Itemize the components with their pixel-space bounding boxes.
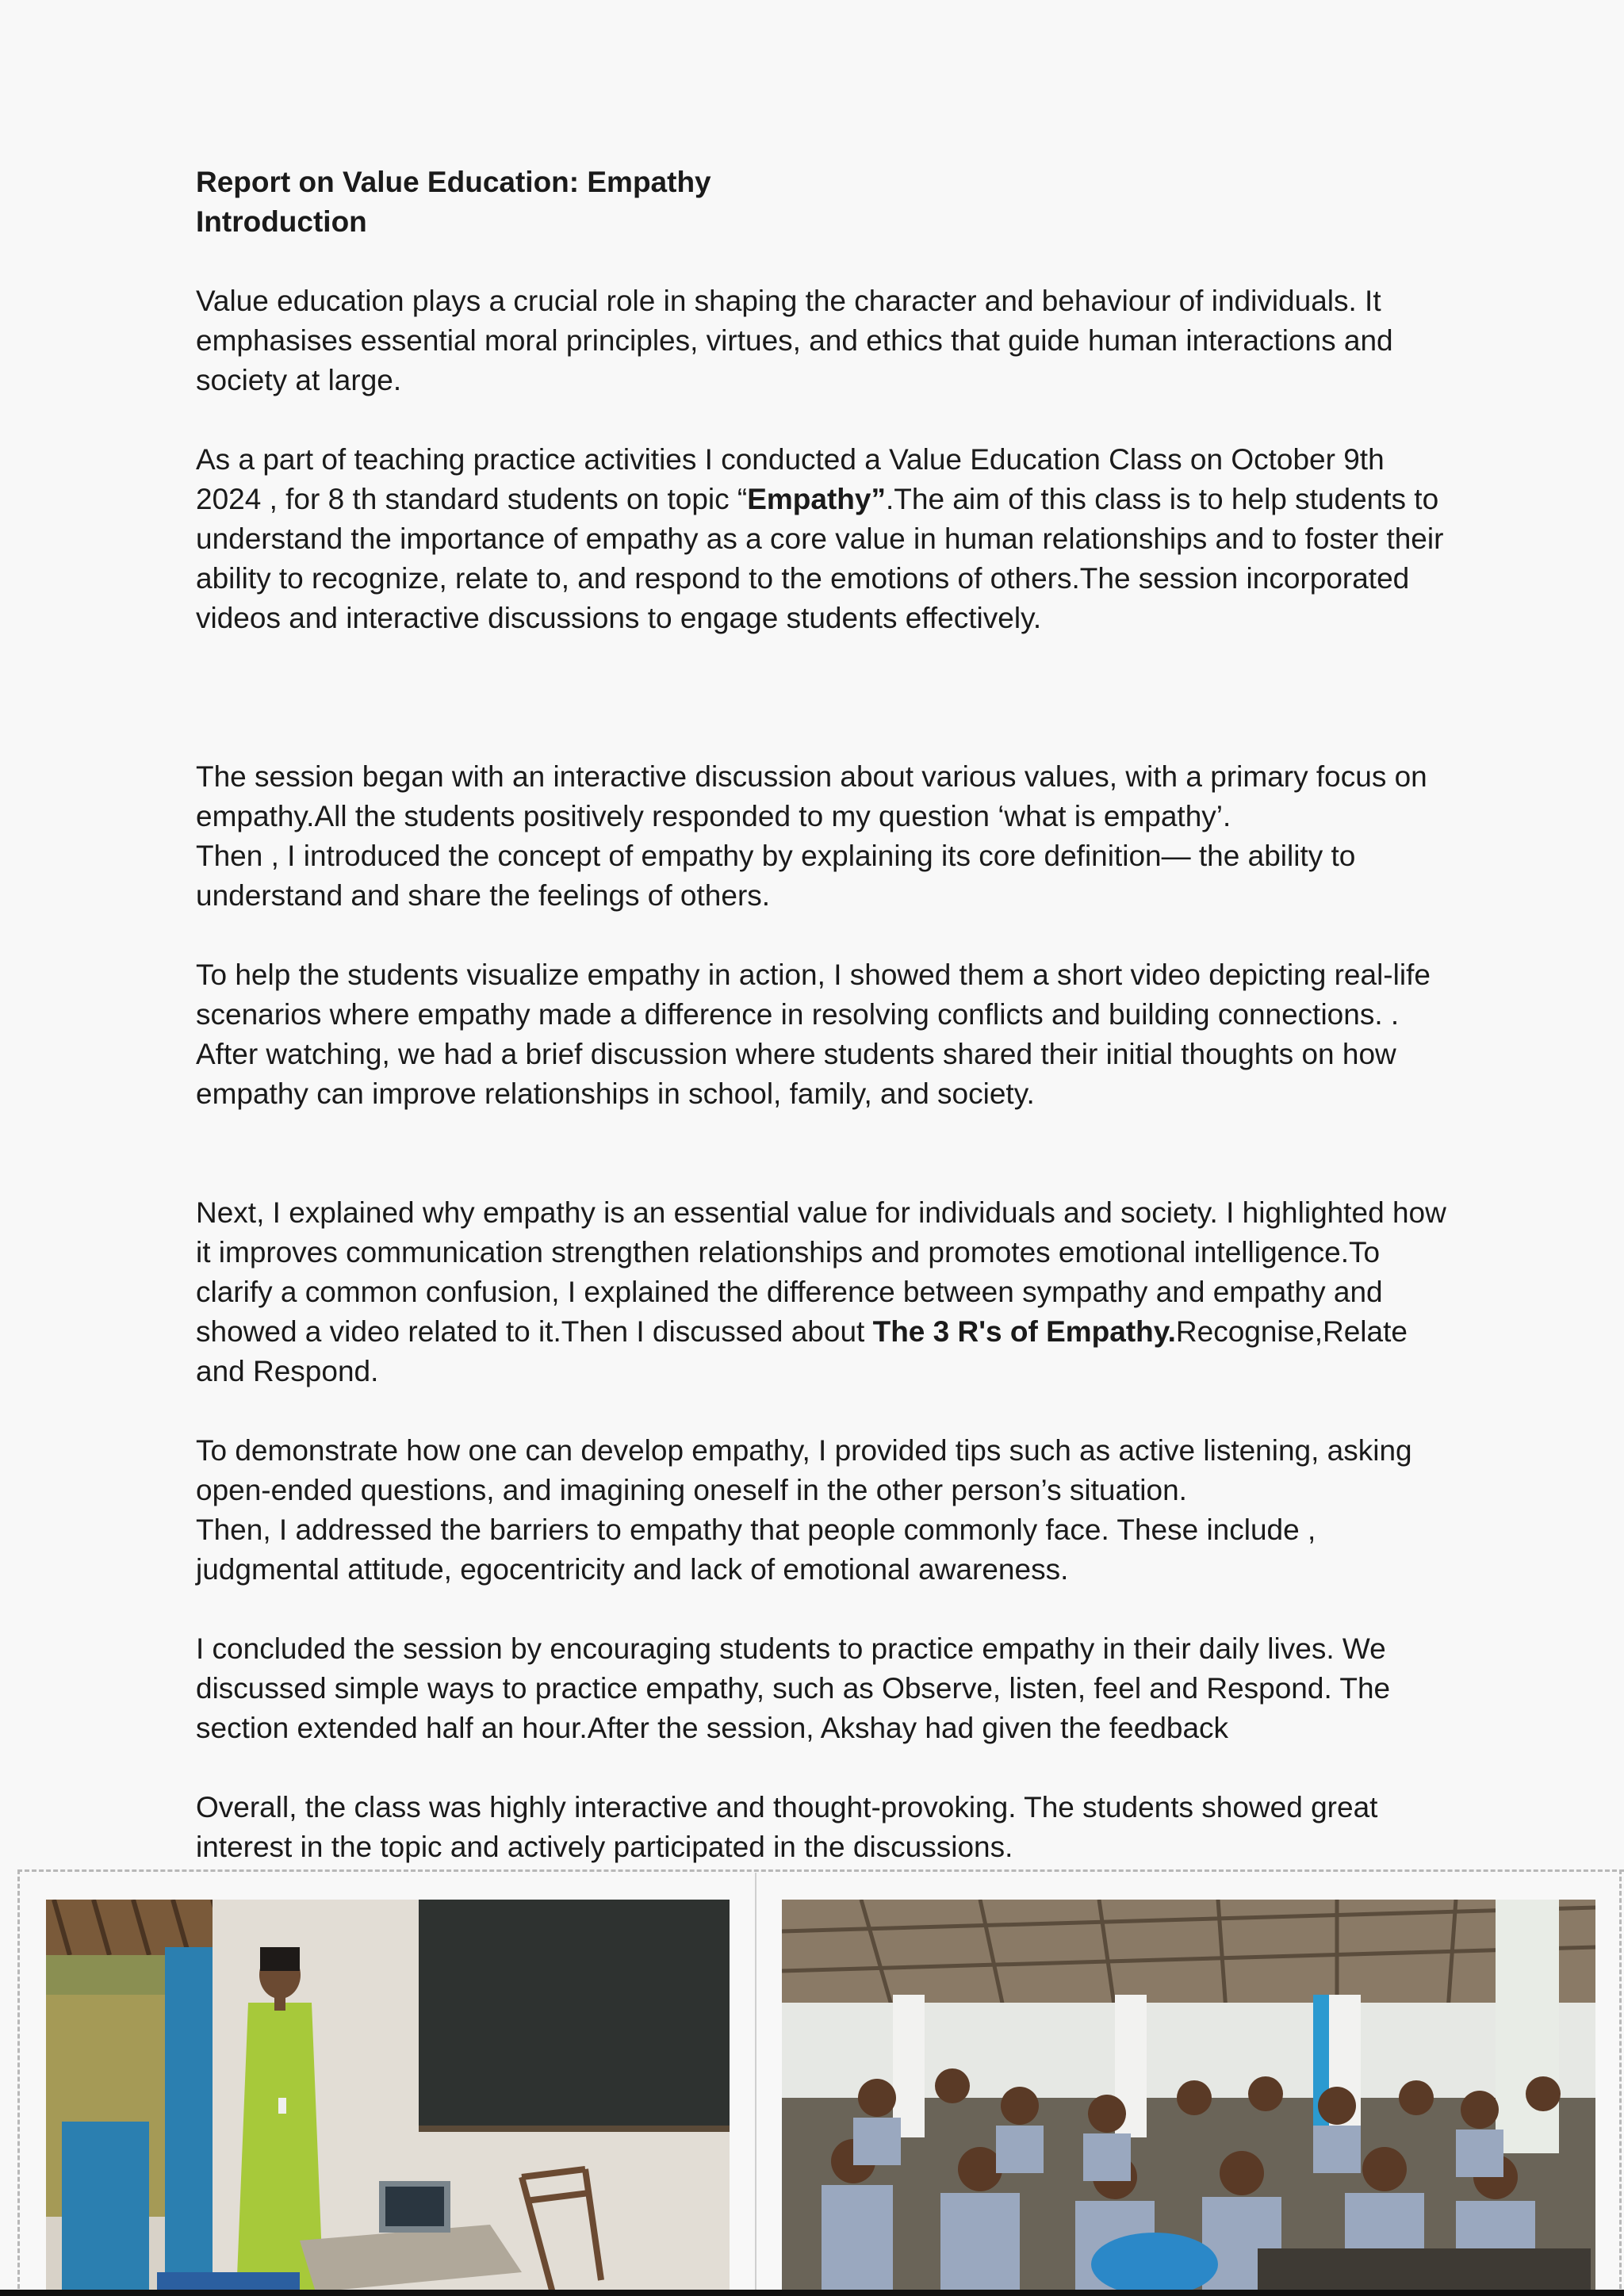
paragraph-video: To help the students visualize empathy in action, I showed them a short video depicting real-life scenarios where empathy made a difference in resolving conflicts and building connections. . After watching, we had a brief discussion where students shared their initial thoughts on how empathy can improve relationships in school, family, and society.: [196, 959, 1431, 1110]
paragraph-text: Recognise,Relate and Respond.: [196, 1315, 1408, 1387]
students-in-classroom-photo: [782, 1900, 1595, 2296]
paragraph-overall: Overall, the class was highly interactive and thought-provoking. The students showed great interest in the topic and actively participated in the discussions.: [196, 1791, 1378, 1863]
paragraph-text: As a part of teaching practice activities I conducted a Value Education Class on October 9th 2024 , for 8 th standard students on topic “: [196, 443, 1385, 515]
bottom-edge: [0, 2290, 1624, 2296]
paragraph-essential-value: [196, 1193, 1449, 1391]
paragraph-conclusion: I concluded the session by encouraging students to practice empathy in their daily lives. We discussed simple ways to practice empathy, such as Observe, listen, feel and Respond. The section extended half an hour.After the session, Akshay had given the feedback: [196, 1632, 1391, 1744]
paragraph-session-began: The session began with an interactive discussion about various values, with a primary focus on empathy.All the students positively responded to my question ‘what is empathy’.: [196, 760, 1427, 832]
photo-frame-right-edge: [1619, 1869, 1622, 2296]
report-body: [196, 163, 1449, 1867]
photo-divider: [755, 1873, 756, 2296]
paragraph-barriers: Then, I addressed the barriers to empathy that people commonly face. These include , judgmental attitude, egocentricity and lack of emotional awareness.: [196, 1513, 1316, 1586]
paragraph-value-education: Value education plays a crucial role in shaping the character and behaviour of individuals. It emphasises essential moral principles, virtues, and ethics that guide human interactions and society at large.: [196, 285, 1393, 396]
paragraph-develop-empathy: To demonstrate how one can develop empathy, I provided tips such as active listening, asking open-ended questions, and imagining oneself in the other person’s situation.: [196, 1434, 1412, 1506]
paragraph-text: .The aim of this class is to help students to understand the importance of empathy as a core value in human relationships and to foster their ability to recognize, relate to, and respond to the emotions of others.The session incorporated videos and interactive discussions to engage students effectively.: [196, 483, 1444, 634]
bold-empathy: Empathy”: [747, 483, 886, 515]
report-title: Report on Value Education: Empathy: [196, 166, 711, 198]
bold-three-rs: The 3 R's of Empathy.: [872, 1315, 1176, 1348]
paragraph-teaching-practice: [196, 440, 1449, 638]
paragraph-text: Next, I explained why empathy is an essential value for individuals and society. I highlighted how it improves communication strengthen relationships and promotes emotional intelligence.To clarify a common confusion, I explained the difference between sympathy and empathy and showed a video related to it.Then I discussed about: [196, 1196, 1446, 1348]
teacher-presenting-photo: [46, 1900, 730, 2296]
paragraph-concept-definition: Then , I introduced the concept of empathy by explaining its core definition— the ability to understand and share the feelings of others.: [196, 840, 1356, 912]
section-heading-introduction: Introduction: [196, 205, 367, 238]
